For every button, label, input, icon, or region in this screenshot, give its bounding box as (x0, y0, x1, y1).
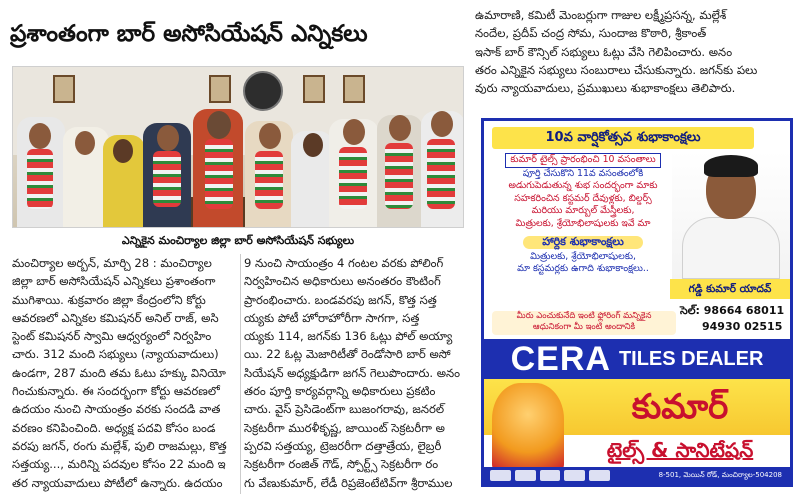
article-line: ఇసాక్ బార్ కౌన్సిల్ సభ్యులు ఓట్లు వేసి గెలిపించారు. అనం (475, 44, 733, 59)
article-line: సెక్రటరీగా మురళీకృష్ణ, జాయింట్ సెక్రటరీగా అ (244, 420, 445, 435)
article-line: వరణం కనిపించింది. అధ్యక్ష పదవి కోసం బండ (12, 420, 216, 435)
article-line: స్టెంట్ కమిషనర్ స్వామి ఆధ్వర్యంలో నిర్వహిం (12, 329, 212, 344)
group-photo (12, 66, 464, 228)
article-line: తర న్యాయవాదులు పోటీలో ఉన్నారు. ఉదయం (12, 475, 223, 490)
court-emblem-icon (243, 71, 283, 111)
article-headline: ప్రశాంతంగా బార్ అసోసియేషన్ ఎన్నికలు (10, 21, 368, 47)
ad-line-8: మా కస్టమర్లకు ఉగాది శుభాకాంక్షలు.. (517, 263, 649, 274)
ad-phone-1: 98664 68011 (703, 304, 785, 317)
ad-slogan (492, 311, 676, 335)
article-line: ఉదయం నుంచి సాయంత్రం వరకు సందడి వాత (12, 402, 221, 417)
article-line: సియేషన్ అధ్యక్షుడిగా జగన్ గెలుపొందారు. అనం (244, 365, 461, 380)
advertisement (481, 118, 793, 487)
ad-phone-numbers (680, 303, 790, 335)
ad-phone-label: సెల్: (680, 304, 700, 317)
ad-brand-band (484, 339, 790, 379)
ad-anniversary-banner: 10వ వార్షికోత్సవ శుభాకాంక్షలు (492, 127, 754, 149)
ad-person-photo (672, 151, 790, 279)
article-line: జిల్లా బార్ అసోసియేషన్ ఎన్నికలు ప్రశాంతంగా (12, 274, 216, 289)
ad-address: 8-501, మెయిన్ రోడ్, మంచిర్యాల-504208 (658, 471, 782, 479)
ad-line-4: సహకరించిన కస్టమర్ దేవుళ్లకు, బిల్డర్స్ (514, 192, 652, 204)
ganesh-idol-icon (492, 383, 564, 473)
ad-shop-name: కుమార్ (631, 387, 729, 427)
ad-line-2: పూర్తి చేసుకొని 11వ వసంతంలోకి (522, 167, 644, 179)
ad-person-name: గడ్డి కుమార్ యాదవ్ (670, 279, 790, 299)
article-line: ఆవరణలో ఎన్నికల కమిషనర్ అనిల్ రాజ్, అసి (12, 310, 219, 325)
article-line: తరం పూర్తి కార్యవర్గాన్ని అధికారులు ప్రకటిం (244, 384, 436, 399)
ad-brand-suffix: TILES DEALER (618, 347, 764, 370)
ad-slogan-line-1: మీరు ఎంచుకునేది ఇంటి ఫ్లోరింగ్ మన్నికైన (516, 311, 652, 321)
photo-caption: ఎన్నికైన మంచిర్యాల జిల్లా బార్ అసోసియేషన్ సభ్యులు (121, 234, 355, 247)
ad-line-1: కుమార్ టైల్స్ ప్రారంభించి 10 వసంతాలు (505, 153, 660, 168)
article-line: ఉమారాణి, కమిటీ మెంబర్లుగా గాజుల లక్ష్మీప్రసన్న, మల్లేశ్ (475, 8, 727, 22)
brand-logos-icon (490, 470, 610, 481)
article-column-2 (244, 254, 466, 494)
ad-brand-logo: CERA (510, 339, 611, 378)
ad-line-3: అడుగుపెడుతున్న శుభ సందర్భంగా మాకు (508, 180, 658, 191)
ad-address-strip (484, 467, 790, 484)
ad-line-6: మిత్రులకు, శ్రేయోభిలాషులకు ఇవే మా (515, 217, 651, 229)
article-line: ఉండగా, 287 మంది తమ ఓటు హక్కు వినియో (12, 365, 226, 380)
article-line: సెక్రటరీగా రంజిత్ గౌడ్, స్పోర్ట్స్ సెక్రటరీగా రం (244, 457, 439, 472)
article-line: నిర్వహించిన అధికారులు అనంతరం కౌంటింగ్ (244, 274, 441, 289)
ad-greeting: హార్దిక శుభాకాంక్షలు (523, 236, 643, 249)
article-line: 9 నుంచి సాయంత్రం 4 గంటల వరకు పోలింగ్ (244, 256, 444, 270)
article-line: చారు. 312 మంది సభ్యులు (న్యాయవాదులు) (12, 347, 219, 362)
column-divider (240, 254, 241, 494)
article-line: వురు న్యాయవాదులు, ప్రముఖులు శుభాకాంక్షలు తెలిపారు. (475, 81, 736, 96)
article-line: య్యకు పోటీ హోరాహోరీగా సాగగా, సత్త (244, 310, 420, 325)
article-column-3 (475, 6, 795, 116)
article-line: ప్పరవి సత్తయ్య, ట్రెజరరీగా దత్తాత్రేయ, లైబ్రరీ (244, 438, 442, 453)
article-line: మంచిర్యాల అర్బన్, మార్చి 28 : మంచిర్యాల (12, 256, 212, 270)
article-line: తరం ఎన్నికైన సభ్యులు సంబురాలు చేసుకున్నారు. జగన్‌కు పలు (475, 62, 758, 77)
article-line: గించుకున్నారు. ఈ సందర్భంగా కోర్టు ఆవరణలో (12, 384, 220, 399)
article-column-1 (12, 254, 237, 494)
article-line: ముగిశాయి. శుక్రవారం జిల్లా కేంద్రంలోని కోర్టు (12, 292, 206, 307)
article-line: నందేల, ప్రదీప్ చంద్ర సోమ, సుందాజ కొఠారి, శ్రీకాంత్ (475, 26, 707, 41)
article-line: గు వేణుకుమార్, లేడీ రిప్రజెంటేటివ్‌గా శ్రీరాముల (244, 475, 453, 490)
article-line: వరపు జగన్, రంగు మల్లేశ్, పులి రాజమల్లు, కొత్త (12, 438, 227, 453)
article-line: యి. 22 ఓట్ల మెజారిటీతో రెండోసారి బార్ అసో (244, 347, 451, 362)
article-line: చారు. వైస్ ప్రెసిడెంట్‌గా బుజంగరావు, జనరల్ (244, 402, 445, 417)
ad-line-5: మరియు మార్బుల్ మేస్త్రీలకు, (531, 205, 635, 216)
ad-slogan-line-2: ఆధునికంగా మీ ఇంటి అందానికి (532, 322, 636, 332)
ad-line-7: మిత్రులకు, శ్రేయోభిలాషులకు, (530, 250, 636, 262)
article-line: ప్రారంభించారు. బండవరపు జగన్, కొత్త సత్త (244, 292, 437, 307)
ad-message (490, 153, 676, 276)
ad-shop-subtitle: టైల్స్ & సానిటేషన్ (606, 438, 754, 462)
article-line: సత్తయ్య..., మరిన్ని పదవుల కోసం 22 మంది ఇ (12, 457, 226, 472)
article-line: య్యకు 114, జగన్‌కు 136 ఓట్లు పోల్ అయ్యా (244, 329, 453, 344)
ad-phone-2: 94930 02515 (702, 320, 783, 333)
